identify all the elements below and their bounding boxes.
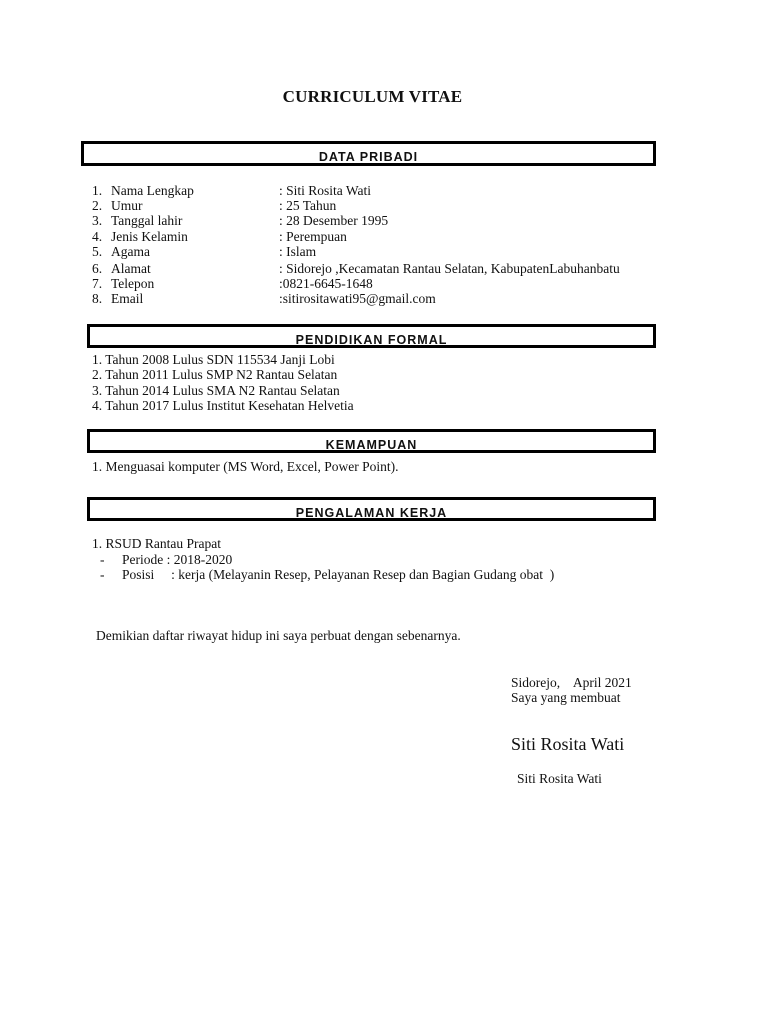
row-number: 2. (92, 198, 103, 213)
row-label: Jenis Kelamin (111, 229, 188, 244)
closing-statement: Demikian daftar riwayat hidup ini saya perbuat dengan sebenarnya. (96, 628, 461, 643)
row-number: 4. (92, 229, 103, 244)
row-label: Email (111, 291, 144, 306)
skill-item: 1. Menguasai komputer (MS Word, Excel, Power Point). (92, 459, 399, 474)
row-label: Umur (111, 198, 143, 213)
row-number: 8. (92, 291, 103, 306)
printed-name: Siti Rosita Wati (517, 771, 602, 786)
row-number: 7. (92, 276, 103, 291)
education-item: 3. Tahun 2014 Lulus SMA N2 Rantau Selatan (92, 383, 340, 398)
row-value: : Perempuan (279, 229, 347, 244)
section-title-data-pribadi: DATA PRIBADI (318, 150, 419, 164)
section-header-pendidikan (87, 324, 656, 348)
row-number: 5. (92, 244, 103, 259)
row-value: :sitirositawati95@gmail.com (279, 291, 436, 306)
education-item: 2. Tahun 2011 Lulus SMP N2 Rantau Selatan (92, 367, 338, 382)
row-number: 3. (92, 213, 103, 228)
row-label: Tanggal lahir (111, 213, 183, 228)
row-value: : 28 Desember 1995 (279, 213, 389, 228)
bullet-dash: - (100, 552, 105, 567)
row-label: Nama Lengkap (111, 183, 194, 198)
row-label: Agama (111, 244, 150, 259)
experience-employer: 1. RSUD Rantau Prapat (92, 536, 221, 551)
section-header-data-pribadi (81, 141, 656, 166)
row-value: : Sidorejo ,Kecamatan Rantau Selatan, KabupatenLabuhanbatu (279, 261, 620, 276)
education-item: 4. Tahun 2017 Lulus Institut Kesehatan Helvetia (92, 398, 354, 413)
signature-name: Siti Rosita Wati (511, 734, 625, 754)
row-label: Alamat (111, 261, 151, 276)
row-value: : 25 Tahun (279, 198, 337, 213)
place-date: Sidorejo, April 2021 (511, 675, 632, 690)
period-text: Periode : 2018-2020 (122, 552, 233, 567)
section-title-pendidikan: PENDIDIKAN FORMAL (295, 333, 448, 347)
row-number: 6. (92, 261, 103, 276)
row-label: Telepon (111, 276, 155, 291)
row-value: : Siti Rosita Wati (279, 183, 372, 198)
education-item: 1. Tahun 2008 Lulus SDN 115534 Janji Lobi (92, 352, 335, 367)
position-text: Posisi : kerja (Melayanin Resep, Pelayanan Resep dan Bagian Gudang obat ) (122, 567, 555, 582)
section-header-kemampuan (87, 429, 656, 453)
bullet-dash: - (100, 567, 105, 582)
row-number: 1. (92, 183, 103, 198)
maker-label: Saya yang membuat (511, 690, 621, 705)
row-value: :0821-6645-1648 (279, 276, 373, 291)
row-value: : Islam (279, 244, 317, 259)
section-title-pengalaman: PENGALAMAN KERJA (295, 506, 448, 520)
section-header-pengalaman (87, 497, 656, 521)
section-title-kemampuan: KEMAMPUAN (325, 438, 418, 452)
document-title: CURRICULUM VITAE (282, 87, 463, 106)
